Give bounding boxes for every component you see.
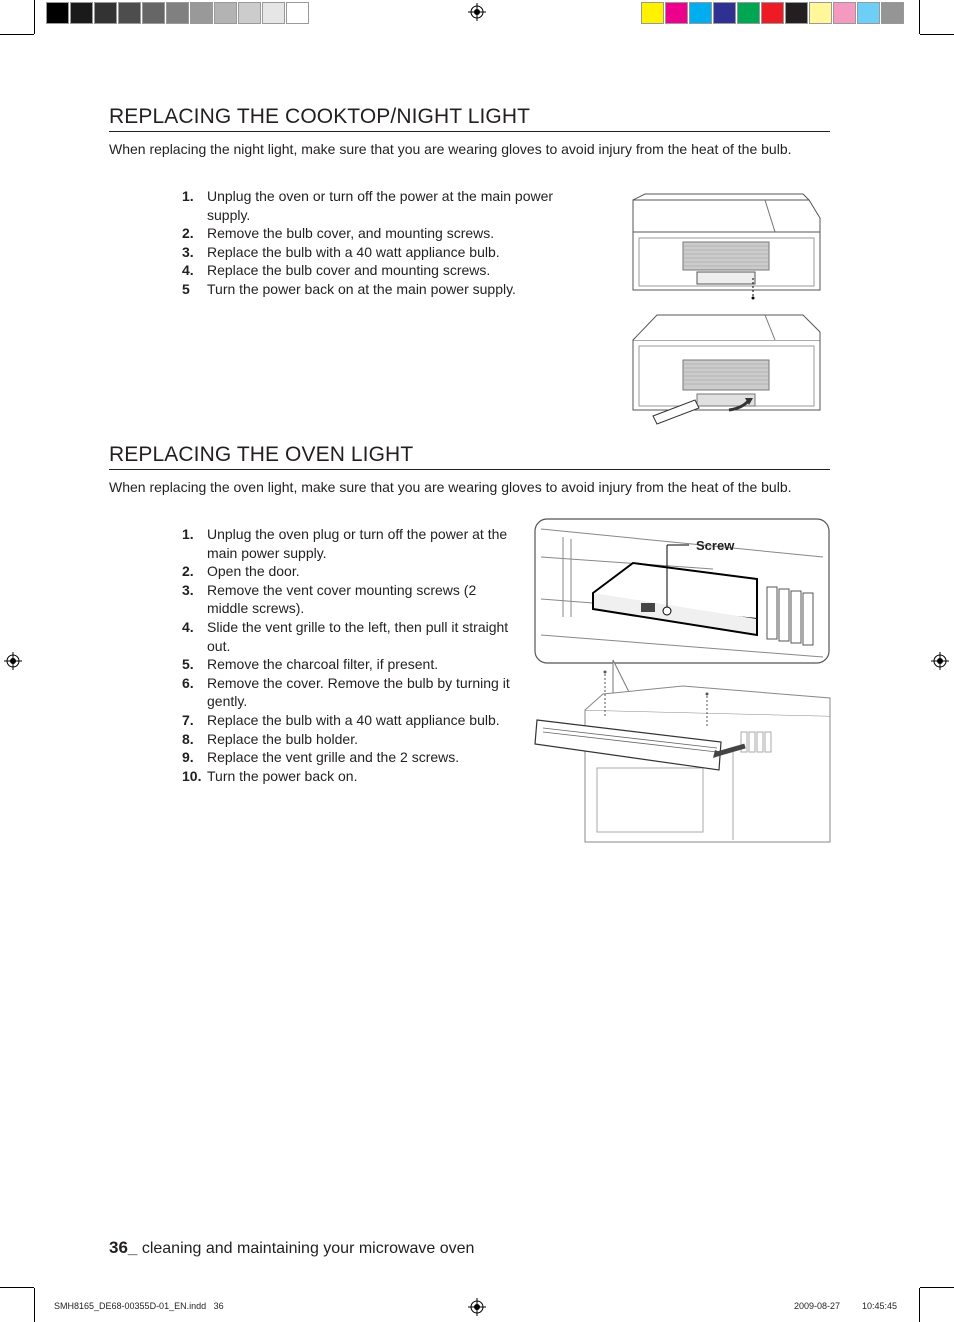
step-text: Turn the power back on. bbox=[207, 767, 358, 784]
step-number: 1. bbox=[182, 526, 194, 542]
step-text: Unplug the oven or turn off the power at the main power supply. bbox=[207, 188, 554, 223]
step-text: Unplug the oven plug or turn off the power at the main power supply. bbox=[207, 526, 508, 561]
step-number: 7. bbox=[182, 711, 194, 728]
step-number: 6. bbox=[182, 674, 194, 691]
step-item bbox=[182, 525, 512, 562]
registration-mark-icon bbox=[931, 652, 949, 670]
step-number: 8. bbox=[182, 730, 194, 747]
step-text: Remove the bulb cover, and mounting screws. bbox=[207, 225, 495, 242]
color-swatch bbox=[881, 2, 904, 24]
crop-mark bbox=[920, 34, 954, 35]
slug-date: 2009-08-27 bbox=[794, 1301, 841, 1311]
step-item bbox=[182, 562, 512, 581]
oven-light-oven-illustration bbox=[533, 650, 833, 846]
color-swatch bbox=[214, 2, 237, 24]
color-swatch bbox=[262, 2, 285, 24]
step-text: Replace the bulb cover and mounting screws. bbox=[207, 262, 491, 279]
color-swatch bbox=[190, 2, 213, 24]
crop-mark bbox=[920, 1287, 954, 1288]
color-swatch bbox=[761, 2, 784, 24]
section-rule bbox=[109, 131, 830, 132]
night-light-illustration-top bbox=[625, 190, 825, 302]
step-item bbox=[182, 655, 512, 674]
step-text: Open the door. bbox=[207, 563, 300, 580]
section-rule bbox=[109, 469, 830, 470]
color-swatch bbox=[641, 2, 664, 24]
step-text: Remove the vent cover mounting screws (2 middle screws). bbox=[207, 581, 477, 617]
crop-mark bbox=[919, 0, 920, 34]
footer-section-name: cleaning and maintaining your microwave oven bbox=[137, 1240, 475, 1257]
night-light-illustration-bottom bbox=[625, 310, 825, 428]
step-number: 2. bbox=[182, 225, 194, 242]
color-swatch bbox=[46, 2, 69, 24]
step-number: 1. bbox=[182, 188, 194, 204]
color-swatch bbox=[857, 2, 880, 24]
step-text: Remove the cover. Remove the bulb by turning it gently. bbox=[207, 674, 510, 710]
step-text: Slide the vent grille to the left, then pull it straight out. bbox=[207, 618, 509, 654]
step-number: 9. bbox=[182, 749, 194, 766]
step-item bbox=[182, 618, 512, 655]
color-swatch bbox=[809, 2, 832, 24]
step-item bbox=[182, 581, 512, 618]
section-intro: When replacing the night light, make sure that you are wearing gloves to avoid injury from the heat of the bulb. bbox=[109, 141, 792, 157]
page-number: 36_ bbox=[109, 1238, 138, 1257]
color-swatch bbox=[665, 2, 688, 24]
color-swatch bbox=[142, 2, 165, 24]
section-title-night-light: REPLACING THE COOKTOP/NIGHT LIGHT bbox=[109, 105, 531, 128]
color-swatch bbox=[785, 2, 808, 24]
registration-mark-icon bbox=[468, 1298, 486, 1316]
screw-callout-label: Screw bbox=[696, 538, 735, 553]
color-swatch bbox=[70, 2, 93, 24]
crop-mark bbox=[0, 1287, 34, 1288]
color-swatch bbox=[118, 2, 141, 24]
step-item bbox=[182, 261, 592, 280]
page-footer bbox=[109, 1238, 474, 1258]
step-item bbox=[182, 674, 512, 711]
crop-mark bbox=[0, 34, 34, 35]
color-swatch bbox=[238, 2, 261, 24]
step-item bbox=[182, 243, 592, 262]
step-item bbox=[182, 730, 512, 749]
color-swatch bbox=[833, 2, 856, 24]
step-text: Replace the bulb with a 40 watt appliance bulb. bbox=[207, 711, 500, 728]
step-number: 2. bbox=[182, 563, 194, 580]
step-text: Replace the bulb with a 40 watt appliance bulb. bbox=[207, 243, 500, 260]
crop-mark bbox=[34, 0, 35, 34]
crop-mark bbox=[919, 1288, 920, 1322]
oven-light-callout-illustration bbox=[533, 517, 831, 667]
color-swatch bbox=[737, 2, 760, 24]
steps-list-night-light bbox=[182, 187, 592, 299]
step-item bbox=[182, 224, 592, 243]
step-number: 3. bbox=[182, 581, 194, 598]
step-item bbox=[182, 767, 512, 786]
step-text: Replace the vent grille and the 2 screws. bbox=[207, 749, 460, 766]
step-item bbox=[182, 187, 592, 224]
color-swatch bbox=[286, 2, 309, 24]
step-number: 4. bbox=[182, 618, 194, 635]
step-number: 4. bbox=[182, 262, 194, 279]
step-number: 10. bbox=[182, 767, 202, 784]
step-text: Remove the charcoal filter, if present. bbox=[207, 656, 439, 673]
section-title-oven-light: REPLACING THE OVEN LIGHT bbox=[109, 443, 414, 466]
registration-mark-icon bbox=[468, 3, 486, 21]
slug-time: 10:45:45 bbox=[862, 1301, 898, 1311]
color-swatch bbox=[94, 2, 117, 24]
crop-mark bbox=[34, 1288, 35, 1322]
steps-list-oven-light bbox=[182, 525, 512, 785]
registration-mark-icon bbox=[4, 652, 22, 670]
slug-filename: SMH8165_DE68-00355D-01_EN.indd 36 bbox=[54, 1301, 224, 1311]
color-swatch bbox=[713, 2, 736, 24]
color-swatch bbox=[689, 2, 712, 24]
step-item bbox=[182, 711, 512, 730]
section-intro: When replacing the oven light, make sure that you are wearing gloves to avoid injury from the heat of the bulb. bbox=[109, 479, 792, 495]
step-text: Replace the bulb holder. bbox=[207, 730, 358, 747]
step-number: 5 bbox=[182, 280, 190, 297]
step-number: 3. bbox=[182, 243, 194, 260]
color-swatch bbox=[166, 2, 189, 24]
step-number: 5. bbox=[182, 656, 194, 673]
step-item bbox=[182, 280, 592, 299]
step-item bbox=[182, 748, 512, 767]
step-text: Turn the power back on at the main power supply. bbox=[207, 280, 516, 297]
